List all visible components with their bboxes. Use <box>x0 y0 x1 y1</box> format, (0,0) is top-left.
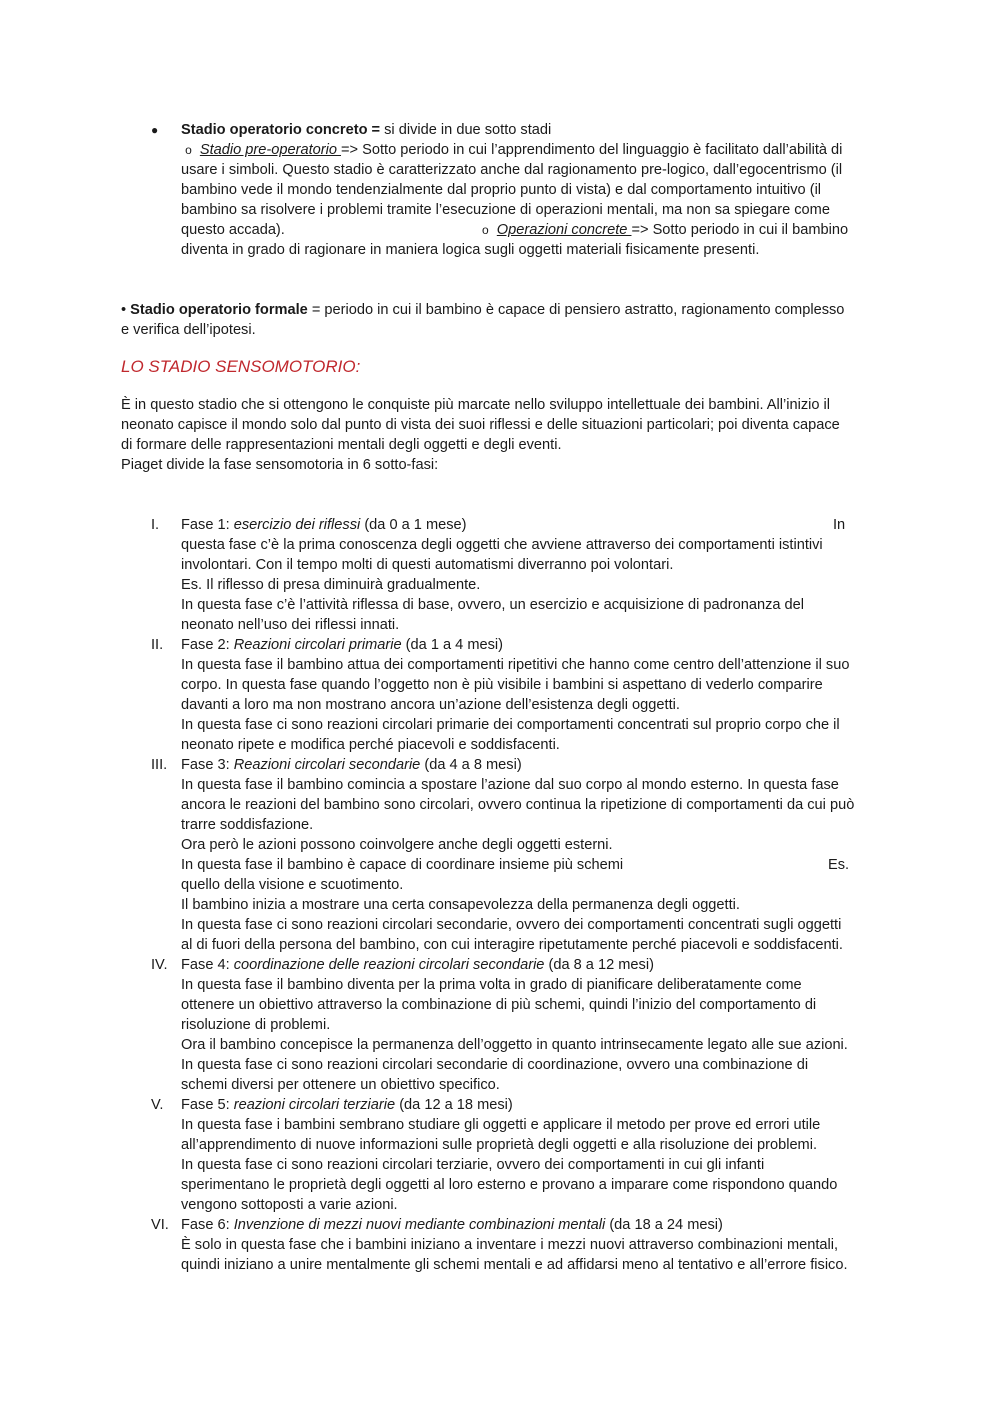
phase-title-line <box>181 755 854 775</box>
text-line: ottenere un obiettivo attraverso la combinazione di più schemi, quindi l’inizio del comportamento di <box>181 997 817 1013</box>
phase-numeral: III. <box>151 757 168 773</box>
phase-numeral: V. <box>151 1097 164 1113</box>
text-line: e verifica dell’ipotesi. <box>121 322 256 338</box>
text-line: quindi iniziano a unire mentalmente gli schemi mentali e ad affidarsi meno al tentativo e all’errore fisico. <box>181 1257 848 1273</box>
text-line: In questa fase ci sono reazioni circolari secondarie di coordinazione, ovvero una combinazione di <box>181 1057 809 1073</box>
text-line: È solo in questa fase che i bambini iniziano a inventare i mezzi nuovi attraverso combinazioni mentali, <box>181 1237 839 1253</box>
phase-title-line <box>181 515 823 535</box>
phase-4 <box>181 955 848 1095</box>
phase-6 <box>181 1215 848 1275</box>
text-line: trarre soddisfazione. <box>181 817 314 833</box>
phase-numeral: II. <box>151 637 164 653</box>
text-line: usare i simboli. Questo stadio è caratterizzato anche dal ragionamento pre-logico, dall’egocentrismo (il <box>181 162 843 178</box>
text-line: involontari. Con il tempo molti di questi automatismi diverranno poi volontari. <box>181 557 674 573</box>
text-line: neonato ripete e modifica perché piacevoli e soddisfacenti. <box>181 737 560 753</box>
operazioni-concrete-title: Operazioni concrete <box>496 222 632 238</box>
text-line: Piaget divide la fase sensomotoria in 6 sotto-fasi: <box>121 457 439 473</box>
text-line: al di fuori della persona del bambino, con cui interagire ripetutamente perché piacevoli e soddisfacenti. <box>181 937 843 953</box>
phase-numeral: IV. <box>151 957 168 973</box>
text-line: In questa fase il bambino comincia a spostare l’azione dal suo corpo al mondo esterno. In questa fase <box>181 777 839 793</box>
formal-stage-title-line <box>121 300 844 320</box>
text-line: Ora però le azioni possono coinvolgere anche degli oggetti esterni. <box>181 837 613 853</box>
text-line: schemi diversi per ottenere un obiettivo specifico. <box>181 1077 500 1093</box>
text-line: di formare delle rappresentazioni mentali degli oggetti e degli eventi. <box>121 437 562 453</box>
text-line: quello della visione e scuotimento. <box>181 877 404 893</box>
text-line: In questa fase c’è l’attività riflessa di base, ovvero, un esercizio e acquisizione di padronanza del <box>181 597 805 613</box>
text-line: davanti a loro ma non mostrano ancora un’azione dell’esistenza degli oggetti. <box>181 697 680 713</box>
phase-prefix: Fase 2: <box>181 637 234 653</box>
intro-paragraph <box>121 395 840 475</box>
phase-range: (da 1 a 4 mesi) <box>401 637 504 653</box>
phase-prefix: Fase 3: <box>181 757 234 773</box>
text-line: In questa fase i bambini sembrano studiare gli oggetti e applicare il metodo per prove ed errori utile <box>181 1117 821 1133</box>
pre-operatorio-text: => Sotto periodo in cui l’apprendimento del linguaggio è facilitato dall’abilità di <box>341 142 843 158</box>
text-line: In questa fase ci sono reazioni circolari terziarie, ovvero dei comportamenti in cui gli infanti <box>181 1157 765 1173</box>
text-line: vengono sottoposti a varie azioni. <box>181 1197 398 1213</box>
text-line: In questa fase il bambino attua dei comportamenti ripetitivi che hanno come centro dell’attenzione il suo <box>181 657 850 673</box>
text-line: bambino vede il mondo tendenzialmente dal proprio punto di vista) e dal comportamento intuitivo (il <box>181 182 822 198</box>
formal-stage-block <box>121 300 844 340</box>
operazioni-concrete-text: => Sotto periodo in cui il bambino <box>631 222 849 238</box>
trailing-word: In <box>833 517 846 533</box>
text-line: neonato nell’uso dei riflessi innati. <box>181 617 400 633</box>
phase-range: (da 18 a 24 mesi) <box>605 1217 723 1233</box>
phase-1 <box>181 515 823 635</box>
phase-prefix: Fase 6: <box>181 1217 234 1233</box>
text-line: all’apprendimento di nuove informazioni sulle proprietà degli oggetti e alla risoluzione dei problemi. <box>181 1137 818 1153</box>
phase-range: (da 0 a 1 mese) <box>360 517 467 533</box>
bullet-icon: • <box>121 302 127 318</box>
text-line: diventa in grado di ragionare in maniera logica sugli oggetti materiali fisicamente presenti. <box>181 242 760 258</box>
text-line: questo accada). <box>181 222 285 238</box>
formal-stage-text: = periodo in cui il bambino è capace di pensiero astratto, ragionamento complesso <box>307 302 845 318</box>
phase-title-line <box>181 1215 848 1235</box>
circle-bullet-icon: o <box>185 143 192 157</box>
formal-stage-title: Stadio operatorio formale <box>130 302 308 318</box>
phase-numeral: I. <box>151 517 160 533</box>
phase-name: reazioni circolari terziarie <box>233 1097 396 1113</box>
text-line: In questa fase ci sono reazioni circolari secondarie, ovvero dei comportamenti concentrati sugli oggetti <box>181 917 842 933</box>
concrete-stage-title-line <box>181 120 842 140</box>
phase-name: esercizio dei riflessi <box>233 517 361 533</box>
phase-name: Reazioni circolari secondarie <box>233 757 421 773</box>
text-line: Es. Il riflesso di presa diminuirà gradualmente. <box>181 577 481 593</box>
phase-range: (da 8 a 12 mesi) <box>544 957 654 973</box>
phase-name: Invenzione di mezzi nuovi mediante combinazioni mentali <box>233 1217 606 1233</box>
text-line: In questa fase il bambino diventa per la prima volta in grado di pianificare deliberatamente come <box>181 977 802 993</box>
phase-prefix: Fase 5: <box>181 1097 234 1113</box>
text-line: È in questo stadio che si ottengono le conquiste più marcate nello sviluppo intellettuale dei bambini. All’inizio il <box>121 397 831 413</box>
phase-title-line <box>181 1095 837 1115</box>
phase-5 <box>181 1095 837 1215</box>
text-line: bambino sa risolvere i problemi tramite l’esecuzione di operazioni mentali, ma non sa spiegare come <box>181 202 830 218</box>
phase-3 <box>181 755 854 955</box>
section-heading: LO STADIO SENSOMOTORIO: <box>121 357 361 376</box>
text-line: Il bambino inizia a mostrare una certa consapevolezza della permanenza degli oggetti. <box>181 897 740 913</box>
phase-title-line <box>181 955 848 975</box>
pre-operatorio-line <box>181 140 842 160</box>
text-line: sperimentano le proprietà degli oggetti al loro esterno e provano a imparare come rispondono quando <box>181 1177 838 1193</box>
text-line: risoluzione di problemi. <box>181 1017 331 1033</box>
phase-range: (da 4 a 8 mesi) <box>420 757 522 773</box>
text-line: corpo. In questa fase quando l’oggetto non è più visibile i bambini si aspettano di vederlo comparire <box>181 677 823 693</box>
operazioni-concrete-line <box>482 220 848 240</box>
phase-name: Reazioni circolari primarie <box>233 637 402 653</box>
concrete-stage-intro: si divide in due sotto stadi <box>380 122 552 138</box>
phase-range: (da 12 a 18 mesi) <box>395 1097 513 1113</box>
text-line: In questa fase ci sono reazioni circolari primarie dei comportamenti concentrati sul proprio corpo che il <box>181 717 840 733</box>
phase-name: coordinazione delle reazioni circolari secondarie <box>233 957 545 973</box>
circle-bullet-icon: o <box>482 223 489 237</box>
trailing-word: Es. <box>828 857 850 873</box>
phase-2 <box>181 635 849 755</box>
phase-prefix: Fase 1: <box>181 517 234 533</box>
phase-prefix: Fase 4: <box>181 957 234 973</box>
text-line: neonato capisce il mondo solo dal punto di vista dei suoi riflessi e delle situazioni particolari; poi diventa capace <box>121 417 840 433</box>
pre-operatorio-title: Stadio pre-operatorio <box>199 142 342 158</box>
text-line: questa fase c’è la prima conoscenza degli oggetti che avviene attraverso dei comportamenti istintivi <box>181 537 823 553</box>
concrete-stage-title: Stadio operatorio concreto = <box>181 122 381 138</box>
phase-numeral: VI. <box>151 1217 169 1233</box>
text-line: Ora il bambino concepisce la permanenza dell’oggetto in quanto intrinsecamente legato alle sue azioni. <box>181 1037 848 1053</box>
text-line: ancora le reazioni del bambino sono circolari, ovvero continua la ripetizione di comportamenti da cui può <box>181 797 855 813</box>
text-line: In questa fase il bambino è capace di coordinare insieme più schemi <box>181 857 624 873</box>
bullet-icon: ● <box>151 123 159 137</box>
phase-title-line <box>181 635 849 655</box>
